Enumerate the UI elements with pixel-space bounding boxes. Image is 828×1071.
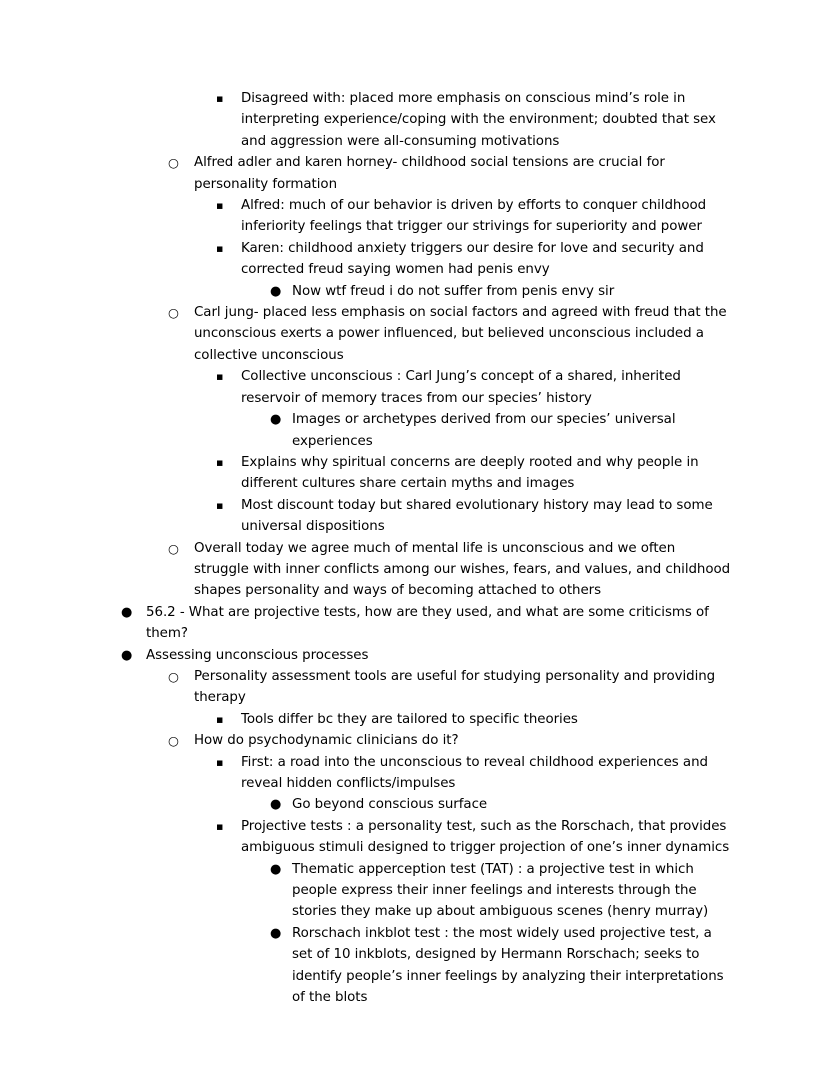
- outline-item-text: Karen: childhood anxiety triggers our desire for love and security and corrected freud saying women had penis envy: [241, 240, 704, 278]
- outline-item-level-4: [0, 281, 828, 302]
- outline-item-level-2: [0, 538, 828, 602]
- outline-item-text: How do psychodynamic clinicians do it?: [194, 733, 459, 749]
- bullet-marker-level-3-icon: ▪: [216, 712, 224, 726]
- outline-item-level-4: [0, 409, 828, 452]
- outline-item-level-4: [0, 859, 828, 923]
- bullet-marker-level-4-icon: ●: [270, 797, 282, 813]
- outline-item-level-2: [0, 152, 828, 195]
- bullet-marker-level-3-icon: ▪: [216, 370, 224, 384]
- bullet-marker-level-1-icon: ●: [121, 647, 133, 663]
- outline-item-level-3: [0, 238, 828, 281]
- outline-item-text: Disagreed with: placed more emphasis on conscious mind’s role in interpreting experience/coping with the environment; doubted that sex and aggression were all-consuming motivations: [241, 91, 716, 149]
- bullet-marker-level-3-icon: ▪: [216, 755, 224, 769]
- bullet-marker-level-3-icon: ▪: [216, 455, 224, 469]
- bullet-marker-level-2-icon: ○: [168, 540, 179, 556]
- outline-item-text: Collective unconscious : Carl Jung’s concept of a shared, inherited reservoir of memory traces from our species’ history: [241, 369, 681, 406]
- outline-item-level-3: [0, 195, 828, 238]
- outline-item-level-3: [0, 709, 828, 730]
- outline-item-text: Alfred adler and karen horney- childhood social tensions are crucial for personality formation: [194, 155, 665, 192]
- outline-item-level-2: [0, 730, 828, 751]
- outline-list: [0, 88, 828, 1008]
- outline-item-text: Explains why spiritual concerns are deeply rooted and why people in different cultures share certain myths and images: [241, 454, 699, 492]
- outline-item-text: Assessing unconscious processes: [146, 647, 369, 663]
- bullet-marker-level-2-icon: ○: [168, 668, 179, 684]
- outline-item-text: Go beyond conscious surface: [292, 797, 488, 813]
- bullet-marker-level-2-icon: ○: [168, 305, 179, 321]
- outline-item-text: Tools differ bc they are tailored to specific theories: [241, 711, 578, 727]
- outline-item-text: Personality assessment tools are useful for studying personality and providing therapy: [194, 668, 716, 706]
- outline-item-text: Thematic apperception test (TAT) : a projective test in which people express their inner feelings and interests through the stories they make up about ambiguous scenes (henry murray): [292, 861, 709, 920]
- outline-item-level-1: [0, 602, 828, 645]
- bullet-marker-level-4-icon: ●: [270, 283, 282, 299]
- outline-item-text: Carl jung- placed less emphasis on social factors and agreed with freud that the unconscious exerts a power influenced, but believed unconscious included a collective unconscious: [194, 305, 727, 363]
- outline-item-level-3: [0, 366, 828, 409]
- bullet-marker-level-3-icon: ▪: [216, 92, 224, 105]
- outline-item-level-3: [0, 88, 828, 152]
- bullet-marker-level-4-icon: ●: [270, 925, 282, 941]
- bullet-marker-level-3-icon: ▪: [216, 498, 224, 512]
- bullet-marker-level-3-icon: ▪: [216, 241, 224, 255]
- outline-item-level-4: [0, 923, 828, 1009]
- bullet-marker-level-3-icon: ▪: [216, 819, 224, 833]
- outline-item-text: Alfred: much of our behavior is driven by efforts to conquer childhood inferiority feelings that trigger our strivings for superiority and power: [241, 198, 707, 235]
- outline-item-text: Overall today we agree much of mental life is unconscious and we often struggle with inner conflicts among our wishes, fears, and values, and childhood shapes personality and ways of becoming attached to others: [194, 540, 731, 599]
- outline-item-text: Projective tests : a personality test, such as the Rorschach, that provides ambiguous stimuli designed to trigger projection of one’s inner dynamics: [241, 818, 730, 856]
- outline-item-text: First: a road into the unconscious to reveal childhood experiences and reveal hidden conflicts/impulses: [241, 754, 708, 791]
- outline-item-text: Now wtf freud i do not suffer from penis envy sir: [292, 283, 615, 299]
- bullet-marker-level-2-icon: ○: [168, 733, 179, 749]
- outline-item-level-2: [0, 302, 828, 366]
- bullet-marker-level-4-icon: ●: [270, 861, 282, 877]
- outline-item-level-3: [0, 495, 828, 538]
- outline-item-level-1: [0, 645, 828, 666]
- bullet-marker-level-4-icon: ●: [270, 412, 282, 428]
- outline-item-text: 56.2 - What are projective tests, how are they used, and what are some criticisms of them?: [146, 604, 709, 642]
- outline-item-level-3: [0, 816, 828, 859]
- outline-item-text: Images or archetypes derived from our species’ universal experiences: [292, 412, 676, 449]
- bullet-marker-level-1-icon: ●: [121, 604, 133, 620]
- bullet-marker-level-3-icon: ▪: [216, 199, 224, 213]
- outline-item-level-3: [0, 752, 828, 795]
- outline-item-text: Most discount today but shared evolutionary history may lead to some universal dispositions: [241, 497, 713, 535]
- outline-item-level-2: [0, 666, 828, 709]
- outline-item-level-3: [0, 452, 828, 495]
- bullet-marker-level-2-icon: ○: [168, 155, 179, 171]
- outline-item-level-4: [0, 794, 828, 815]
- outline-item-text: Rorschach inkblot test : the most widely used projective test, a set of 10 inkblots, designed by Hermann Rorschach; seeks to identify people’s inner feelings by analyzing their interpretations of the blots: [292, 925, 724, 1006]
